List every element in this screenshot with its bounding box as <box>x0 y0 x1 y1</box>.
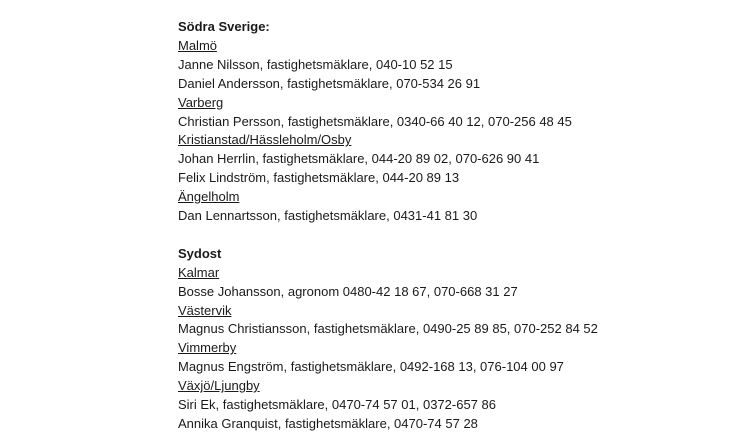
contact-line: Annika Granquist, fastighetsmäklare, 0470-74 57 28 <box>178 416 478 432</box>
region-heading: Södra Sverige: <box>178 19 270 34</box>
contact-line: Janne Nilsson, fastighetsmäklare, 040-10 52 15 <box>178 56 453 72</box>
contact-line: Johan Herrlin, fastighetsmäklare, 044-20 89 02, 070-626 90 41 <box>178 151 540 167</box>
city-label-angelholm: Ängelholm <box>178 189 240 205</box>
contact-line: Dan Lennartsson, fastighetsmäklare, 0431-41 81 30 <box>178 208 478 224</box>
region-heading: Sydost <box>178 245 222 261</box>
city-label-vaxjo-ljungby: Växjö/Ljungby <box>178 378 260 394</box>
city-label-vimmerby: Vimmerby <box>178 340 237 356</box>
contact-line: Bosse Johansson, agronom 0480-42 18 67, 070-668 31 27 <box>178 283 518 299</box>
region-section-sodra-sverige <box>178 18 738 226</box>
city-label-varberg: Varberg <box>178 94 224 110</box>
contact-line: Magnus Christiansson, fastighetsmäklare, 0490-25 89 85, 070-252 84 52 <box>178 321 598 337</box>
city-label-malmo: Malmö <box>178 37 218 53</box>
city-label-vastervik: Västervik <box>178 302 232 318</box>
region-section-sydost <box>178 245 738 434</box>
contact-line: Daniel Andersson, fastighetsmäklare, 070-534 26 91 <box>178 75 481 91</box>
contact-line: Magnus Engström, fastighetsmäklare, 0492-168 13, 076-104 00 97 <box>178 359 564 375</box>
city-label-kristianstad: Kristianstad/Hässleholm/Osby <box>178 132 352 148</box>
city-label-kalmar: Kalmar <box>178 264 220 280</box>
contact-list-document <box>178 18 738 434</box>
contact-line: Siri Ek, fastighetsmäklare, 0470-74 57 01, 0372-657 86 <box>178 397 496 413</box>
contact-line: Christian Persson, fastighetsmäklare, 0340-66 40 12, 070-256 48 45 <box>178 113 572 129</box>
contact-line: Felix Lindström, fastighetsmäklare, 044-20 89 13 <box>178 170 460 186</box>
